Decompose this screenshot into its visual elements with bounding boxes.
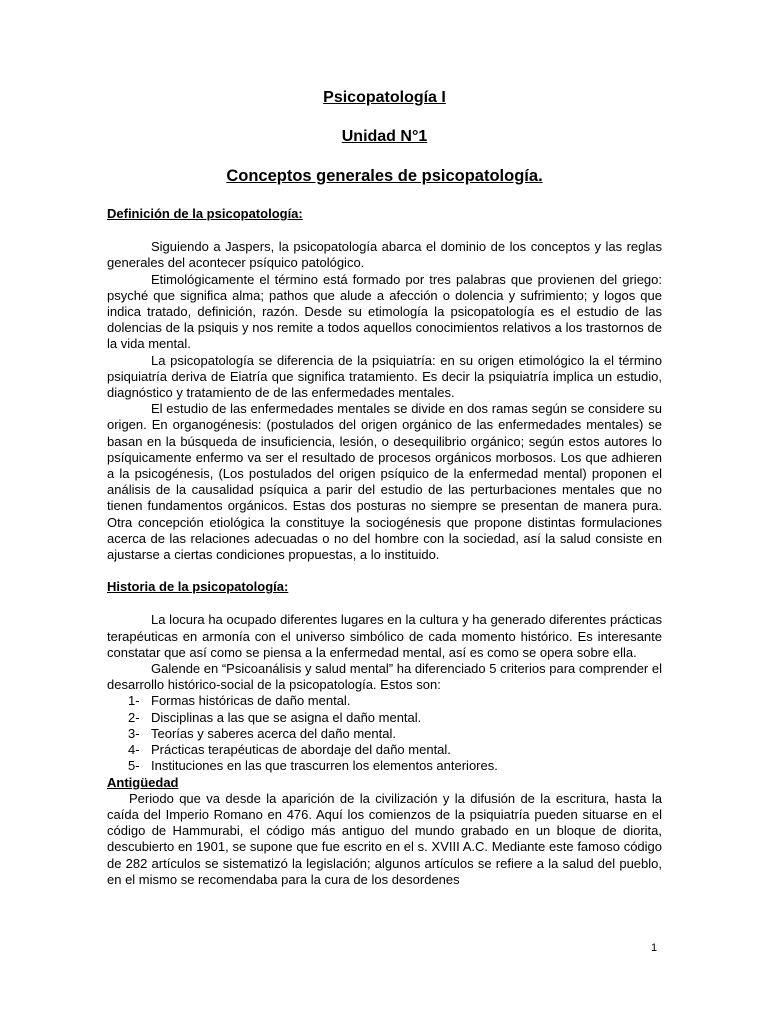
- list-item: 2- Disciplinas a las que se asigna el daño mental.: [128, 709, 422, 725]
- section-heading-antiguedad: Antigüedad: [107, 774, 179, 790]
- paragraph: Galende en “Psicoanálisis y salud mental” ha diferenciado 5 criterios para comprender el desarrollo histórico-social de la psicopatología. Estos son:: [107, 661, 662, 693]
- page-number: 1: [651, 942, 658, 954]
- list-item: 1- Formas históricas de daño mental.: [128, 693, 351, 709]
- paragraph: La psicopatología se diferencia de la psiquiatría: en su origen etimológico la el término psiquiatría deriva de Eiatría que significa tratamiento. Es decir la psiquiatría implica un estudio, diagnóstico y tratamiento de de las enfermedades mentales.: [107, 352, 662, 401]
- paragraph: El estudio de las enfermedades mentales se divide en dos ramas según se considere su origen. En organogénesis: (postulados del origen orgánico de las enfermedades mentales) se basan en la búsqueda de insuficiencia, lesión, o desequilibrio orgánico; según estos autores lo psíquicamente enfermo va ser el resultado de procesos orgánicos morbosos. Los que adhieren a la psicogénesis, (Los postulados del origen psíquico de la enfermedad mental) proponen el análisis de la causalidad psíquica a parir del estudio de las perturbaciones mentales que no tienen fundamentos orgánicos. Estas dos posturas no siempre se presentan de manera pura. Otra concepción etiológica la constituye la sociogénesis que propone distintas formulaciones acerca de las relaciones adecuadas o no del hombre con la sociedad, así la salud consiste en ajustarse a ciertas condiciones propuestas, a lo instituido.: [107, 401, 662, 563]
- document-page: [107, 88, 662, 888]
- list-item: 5- Instituciones en las que trascurren los elementos anteriores.: [128, 758, 498, 774]
- document-title: Psicopatología I: [323, 89, 446, 106]
- paragraph: La locura ha ocupado diferentes lugares en la cultura y ha generado diferentes prácticas terapéuticas en armonía con el universo simbólico de cada momento histórico. Es interesante constatar que así como se piensa a la enfermedad mental, así es como se opera sobre ella.: [107, 612, 662, 660]
- unit-title: Unidad N°1: [341, 128, 428, 145]
- paragraph: Etimológicamente el término está formado por tres palabras que provienen del griego: psyché que significa alma; pathos que alude a afección o dolencia y sufrimiento; y logos que indica tratado, definición, razón. Desde su etimología la psicopatología es el estudio de las dolencias de la psiquis y nos remite a todos aquellos conocimientos relativos a los trastornos de la vida mental.: [107, 271, 662, 352]
- section-heading-definicion: Definición de la psicopatología:: [107, 206, 303, 221]
- criteria-list: [107, 693, 662, 774]
- list-item: 4- Prácticas terapéuticas de abordaje del daño mental.: [128, 742, 451, 758]
- list-item: 3- Teorías y saberes acerca del daño mental.: [128, 725, 396, 741]
- paragraph: Siguiendo a Jaspers, la psicopatología abarca el dominio de los conceptos y las reglas generales del acontecer psíquico patológico.: [107, 239, 662, 271]
- section-heading-historia: Historia de la psicopatología:: [107, 579, 289, 595]
- paragraph: Periodo que va desde la aparición de la civilización y la difusión de la escritura, hasta la caída del Imperio Romano en 476. Aquí los comienzos de la psiquiatría pueden situarse en el código de Hammurabi, el código más antiguo del mundo grabado en un bloque de diorita, descubierto en 1901, se supone que fue escrito en el s. XVIII A.C. Mediante este famoso código de 282 artículos se sistematizó la legislación; algunos artículos se refiere a la salud del pueblo, en el mismo se recomendaba para la cura de los desordenes: [107, 790, 662, 887]
- document-subtitle: Conceptos generales de psicopatología.: [226, 167, 543, 185]
